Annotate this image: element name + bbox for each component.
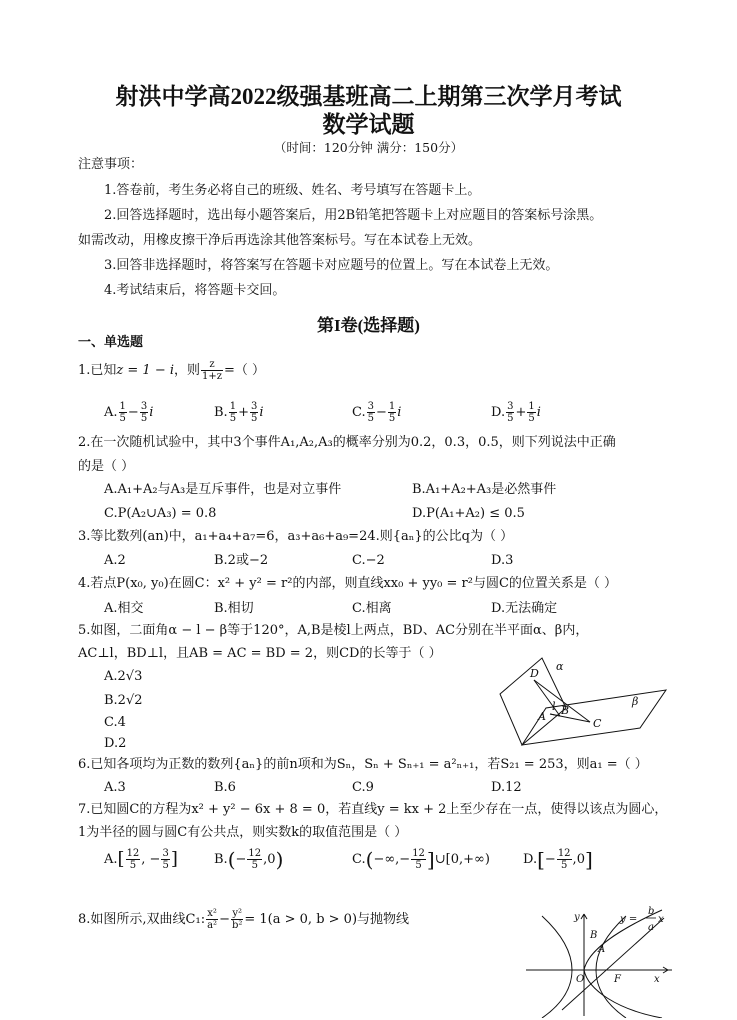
q1-option-d[interactable]: D. $\frac{3}{5}$ + $\frac{1}{5}$ i — [491, 401, 541, 424]
label-d: D — [530, 667, 539, 680]
note-item-1: 1.答卷前，考生务必将自己的班级、姓名、考号填写在答题卡上。 — [104, 183, 481, 198]
q1-option-b[interactable]: B. $\frac{1}{5}$ + $\frac{3}{5}$ i — [214, 401, 264, 424]
q1-stem-c: ，则 — [174, 363, 201, 378]
exam-time-info: （时间：120分钟 满分：150分） — [273, 140, 464, 155]
q3-option-b[interactable]: B.2或−2 — [214, 553, 269, 568]
label-y: y — [574, 912, 580, 923]
exam-title: 射洪中学高2022级强基班高二上期第三次学月考试 — [115, 84, 622, 109]
question-1-stem — [78, 359, 265, 382]
q7-option-a[interactable]: A.[ $\frac{12}{5}$ , − $\frac{3}{5}$ ] — [104, 848, 178, 871]
label-beta: β — [632, 695, 639, 708]
q6-option-c[interactable]: C.9 — [352, 780, 374, 795]
q4-option-d[interactable]: D.无法确定 — [491, 601, 558, 616]
section-part: 一、单选题 — [78, 335, 144, 350]
q1-option-c[interactable]: C. $\frac{3}{5}$ − $\frac{1}{5}$ i — [352, 401, 402, 424]
q7-option-d[interactable]: D.[− $\frac{12}{5}$ ,0] — [523, 847, 593, 872]
q2-option-c[interactable]: C.P(A₂∪A₃) = 0.8 — [104, 506, 217, 521]
label-point-a: A — [598, 944, 606, 955]
note-item-3: 3.回答非选择题时，将答案写在答题卡对应题号的位置上。写在本试卷上无效。 — [104, 258, 559, 273]
q7-option-b[interactable]: B.(− $\frac{12}{5}$ ,0) — [214, 847, 284, 872]
question-2-line1: 2.在一次随机试验中，其中3个事件A₁,A₂,A₃的概率分别为0.2，0.3，0.5，则下列说法中正确 — [78, 435, 616, 450]
q7-option-c[interactable]: C.(−∞,− $\frac{12}{5}$ ]∪[0,+∞) — [352, 847, 490, 872]
note-item-2-cont: 如需改动，用橡皮擦干净后再选涂其他答案标号。写在本试卷上无效。 — [78, 233, 482, 248]
q1-stem-b: z = 1 − i — [116, 363, 174, 378]
q2-option-b[interactable]: B.A₁+A₂+A₃是必然事件 — [412, 482, 557, 497]
q5-option-d[interactable]: D.2 — [104, 736, 127, 751]
q6-option-a[interactable]: A.3 — [104, 780, 126, 795]
label-focus: F — [614, 974, 621, 985]
q4-option-b[interactable]: B.相切 — [214, 601, 254, 616]
q5-option-a[interactable]: A.2√3 — [104, 669, 143, 684]
q1-stem-d: =（ ） — [224, 363, 266, 378]
note-item-4: 4.考试结束后，将答题卡交回。 — [104, 283, 286, 298]
section-title: 第I卷(选择题) — [317, 316, 420, 335]
hyperbola-left-branch — [542, 916, 572, 1018]
label-l: l — [552, 700, 556, 713]
question-7-line2: 1为半径的圆与圆C有公共点，则实数k的取值范围是（ ） — [78, 825, 408, 840]
question-5-line1: 5.如图，二面角α − l − β等于120°，A,B是棱l上两点，BD、AC分别在半平面α、β内， — [78, 623, 589, 638]
label-asym-a: a — [648, 922, 654, 933]
exam-subtitle: 数学试题 — [322, 112, 415, 137]
dihedral-angle-figure — [494, 650, 674, 750]
label-alpha: α — [556, 660, 564, 673]
notes-heading: 注意事项： — [78, 157, 144, 172]
q6-option-b[interactable]: B.6 — [214, 780, 236, 795]
q5-option-c[interactable]: C.4 — [104, 715, 126, 730]
note-item-2: 2.回答选择题时，选出每小题答案后，用2B铅笔把答题卡上对应题目的答案标号涂黑。 — [104, 208, 603, 223]
question-6-stem: 6.已知各项均为正数的数列{aₙ}的前n项和为Sₙ，Sₙ + Sₙ₊₁ = a²ₙ₊₁，若S₂₁ = 253，则a₁ =（ ） — [78, 757, 648, 772]
q5-option-b[interactable]: B.2√2 — [104, 693, 143, 708]
question-5-line2: AC⊥l，BD⊥l，且AB = AC = BD = 2，则CD的长等于（ ） — [78, 646, 442, 661]
q1-fraction: $\frac{z}{1+z}$ — [202, 359, 223, 382]
q4-option-c[interactable]: C.相离 — [352, 601, 392, 616]
label-origin: O — [576, 974, 585, 985]
q1-option-a[interactable]: A. $\frac{1}{5}$ − $\frac{3}{5}$ i — [104, 401, 154, 424]
label-a: A — [538, 710, 546, 723]
label-point-b: B — [590, 930, 598, 941]
label-b: B — [561, 704, 570, 717]
q1-stem-a: 1.已知 — [78, 363, 117, 378]
q3-option-a[interactable]: A.2 — [104, 553, 126, 568]
question-7-line1: 7.已知圆C的方程为x² + y² − 6x + 8 = 0，若直线y = kx + 2上至少存在一点，使得以该点为圆心， — [78, 802, 668, 817]
question-4-stem: 4.若点P(x₀, y₀)在圆C：x² + y² = r²的内部，则直线xx₀ + yy₀ = r²与圆C的位置关系是（ ） — [78, 576, 618, 591]
label-asym-b: b — [648, 906, 655, 917]
hyperbola-parabola-figure — [522, 900, 682, 1018]
label-c: C — [593, 717, 602, 730]
question-2-line2: 的是（ ） — [78, 459, 135, 474]
question-3-stem: 3.等比数列(an)中，a₁+a₄+a₇=6，a₃+a₆+a₉=24.则{aₙ}的公比q为（ ） — [78, 529, 514, 544]
q2-option-d[interactable]: D.P(A₁+A₂) ≤ 0.5 — [412, 506, 525, 521]
label-asym-x: x — [658, 914, 664, 925]
q3-option-d[interactable]: D.3 — [491, 553, 514, 568]
q6-option-d[interactable]: D.12 — [491, 780, 522, 795]
label-x: x — [654, 974, 660, 985]
q2-option-a[interactable]: A.A₁+A₂与A₃是互斥事件，也是对立事件 — [104, 482, 342, 497]
q3-option-c[interactable]: C.−2 — [352, 553, 385, 568]
q4-option-a[interactable]: A.相交 — [104, 601, 144, 616]
question-8-stem: 8.如图所示,双曲线C₁: $\frac{\text{x²}}{\text{a²}}$ − $\frac{\text{y²}}{\text{b²}}$ = 1(a > 0, b > 0)与抛物线 — [78, 908, 410, 931]
label-asymptote-eq: y = — [620, 914, 638, 925]
